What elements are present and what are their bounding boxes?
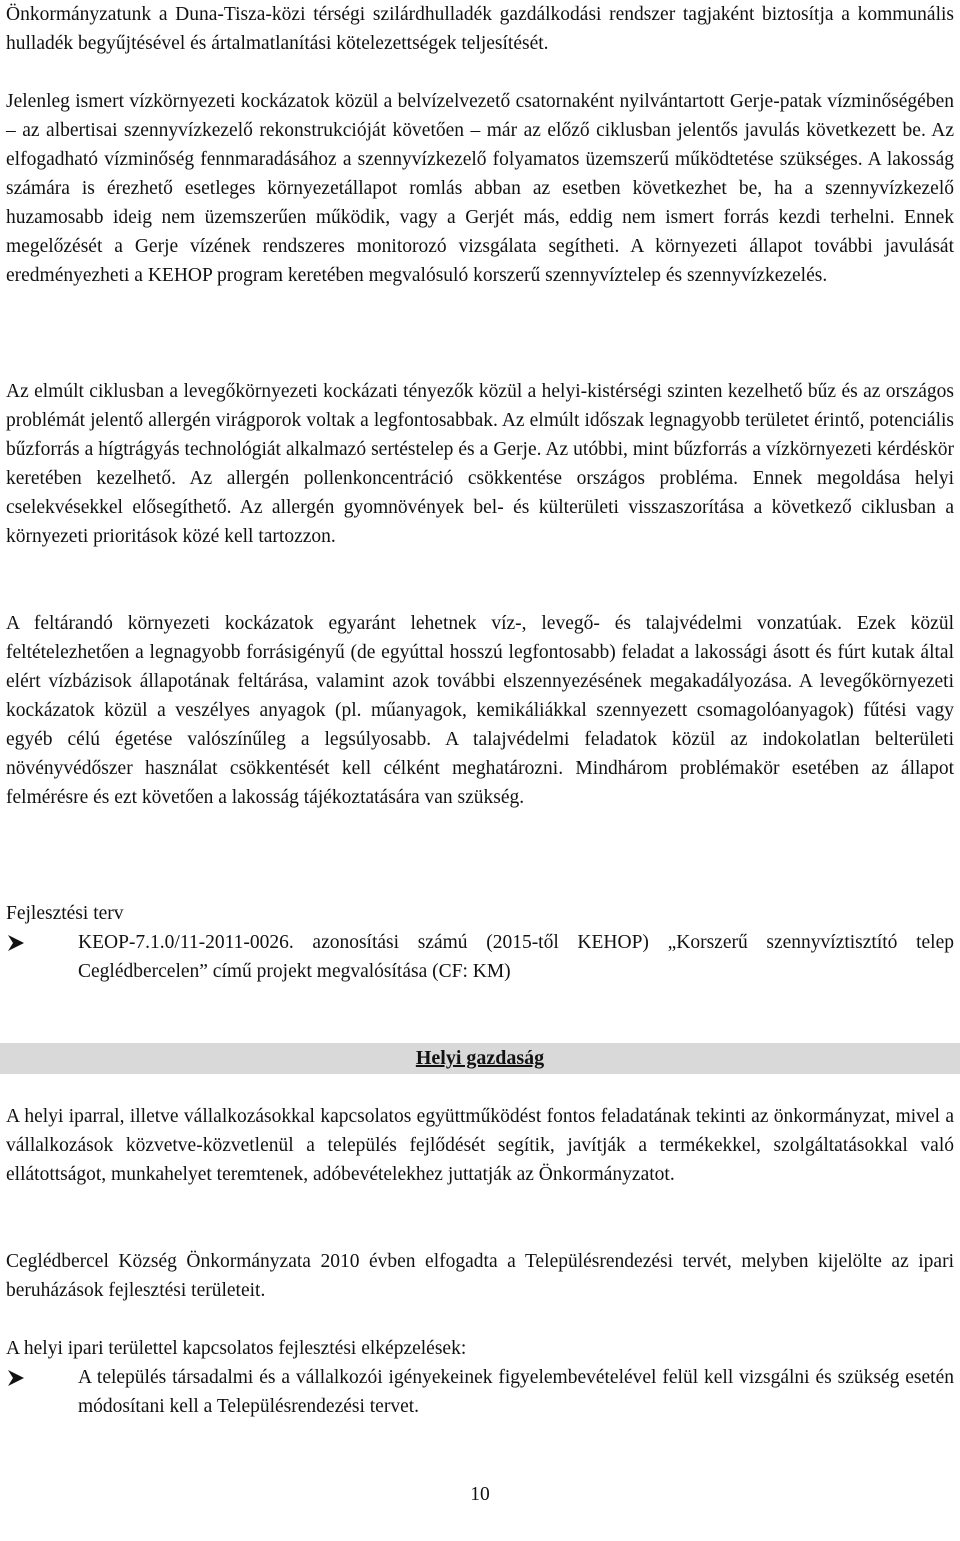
paragraph-air-risks: Az elmúlt ciklusban a levegőkörnyezeti kockázati tényezők közül a helyi-kistérségi szinten kezelhető bűz és az országos problémát jelentő allergén virágporok voltak a legfontosabbak. Az elmúlt időszak legnagyobb területet érintő, potenciális bűzforrás a hígtrágyás technológiát alkalmazó sertéstelep és a Gerje. Az utóbbi, mint bűzforrás a vízkörnyezeti kérdéskör keretében kezelhető. Az allergén pollenkoncentráció csökkentése országos probléma. Ennek megoldása helyi cselekvésekkel elősegíthető. Az allergén gyomnövények bel- és külterületi visszaszorítása a következő ciklusban a környezeti prioritások közé kell tartozzon. (6, 381, 954, 547)
section-title: Helyi gazdaság (415, 1047, 545, 1069)
development-plan-item-text: KEOP-7.1.0/11-2011-0026. azonosítási számú (2015-től KEHOP) „Korszerű szennyvíztisztító telep Ceglédbercelen” című projekt megvalósítása (CF: KM) (78, 932, 954, 982)
page-number: 10 (470, 1484, 490, 1505)
arrowhead-bullet-icon (6, 928, 36, 957)
industrial-area-list-item (6, 1363, 954, 1421)
industrial-area-item-text: A település társadalmi és a vállalkozói igényekeinek figyelembevételével felül kell vizsgálni és szükség esetén módosítani kell a Településrendezési tervet. (78, 1367, 954, 1417)
industrial-area-label: A helyi ipari területtel kapcsolatos fejlesztési elképzelések: (6, 1338, 467, 1359)
section-header-bar (0, 1043, 960, 1074)
development-plan-list-item (6, 928, 954, 986)
paragraph-zoning-plan: Ceglédbercel Község Önkormányzata 2010 évben elfogadta a Településrendezési tervét, melyben kijelölte az ipari beruházások fejlesztési területeit. (6, 1251, 954, 1301)
arrowhead-bullet-icon (6, 1363, 36, 1392)
paragraph-water-risks: Jelenleg ismert vízkörnyezeti kockázatok közül a belvízelvezető csatornaként nyilvántartott Gerje-patak vízminőségében – az albertisai szennyvízkezelő rekonstrukcióját követően – már az előző ciklusban jelentős javulás következett be. Az elfogadható vízminőség fennmaradásához a szennyvízkezelő folyamatos üzemszerű működtetése szükséges. A lakosság számára is érezhető esetleges környezetállapot romlás abban az esetben következhet be, ha a szennyvízkezelő huzamosabb ideig nem üzemszerűen működik, vagy a Gerjét más, eddig nem ismert forrás kezdi terhelni. Ennek megelőzését a Gerje vízének rendszeres monitorozó vizsgálata segítheti. A környezeti állapot további javulását eredményezheti a KEHOP program keretében megvalósuló korszerű szennyvíztelep és szennyvízkezelés. (6, 91, 954, 286)
paragraph-waste-management: Önkormányzatunk a Duna-Tisza-közi térségi szilárdhulladék gazdálkodási rendszer tagjaként biztosítja a kommunális hulladék begyűjtésével és ártalmatlanítási kötelezettségek teljesítését. (6, 4, 954, 54)
paragraph-environmental-risks: A feltárandó környezeti kockázatok egyaránt lehetnek víz-, levegő- és talajvédelmi vonzatúak. Ezek közül feltételezhetően a legnagyobb forrásigényű (de egyúttal hosszú legfontosabb) feladat a lakossági ásott és fúrt kutak által elért vízbázisok állapotának feltárása, valamint azok további elszennyezésének megakadályozása. A levegőkörnyezeti kockázatok közül a veszélyes anyagok (pl. műanyagok, kemikáliákkal szennyezett csomagolóanyagok) fűtési vagy egyéb célú égetése valószínűleg a legsúlyosabb. A talajvédelmi feladatok közül az indokolatlan belterületi növényvédőszer használat csökkentését kell célként meghatározni. Mindhárom problémakör esetében az állapot felmérésre és ezt követően a lakosság tájékoztatására van szükség. (6, 613, 954, 808)
paragraph-local-economy: A helyi iparral, illetve vállalkozásokkal kapcsolatos együttműködést fontos feladatának tekinti az önkormányzat, mivel a vállalkozások közvetve-közvetlenül a település fejlődését segítik, javítják a termékekkel, szolgáltatásokkal való ellátottságot, munkahelyet teremtenek, adóbevételekhez juttatják az Önkormányzatot. (6, 1106, 954, 1185)
development-plan-label: Fejlesztési terv (6, 903, 124, 924)
